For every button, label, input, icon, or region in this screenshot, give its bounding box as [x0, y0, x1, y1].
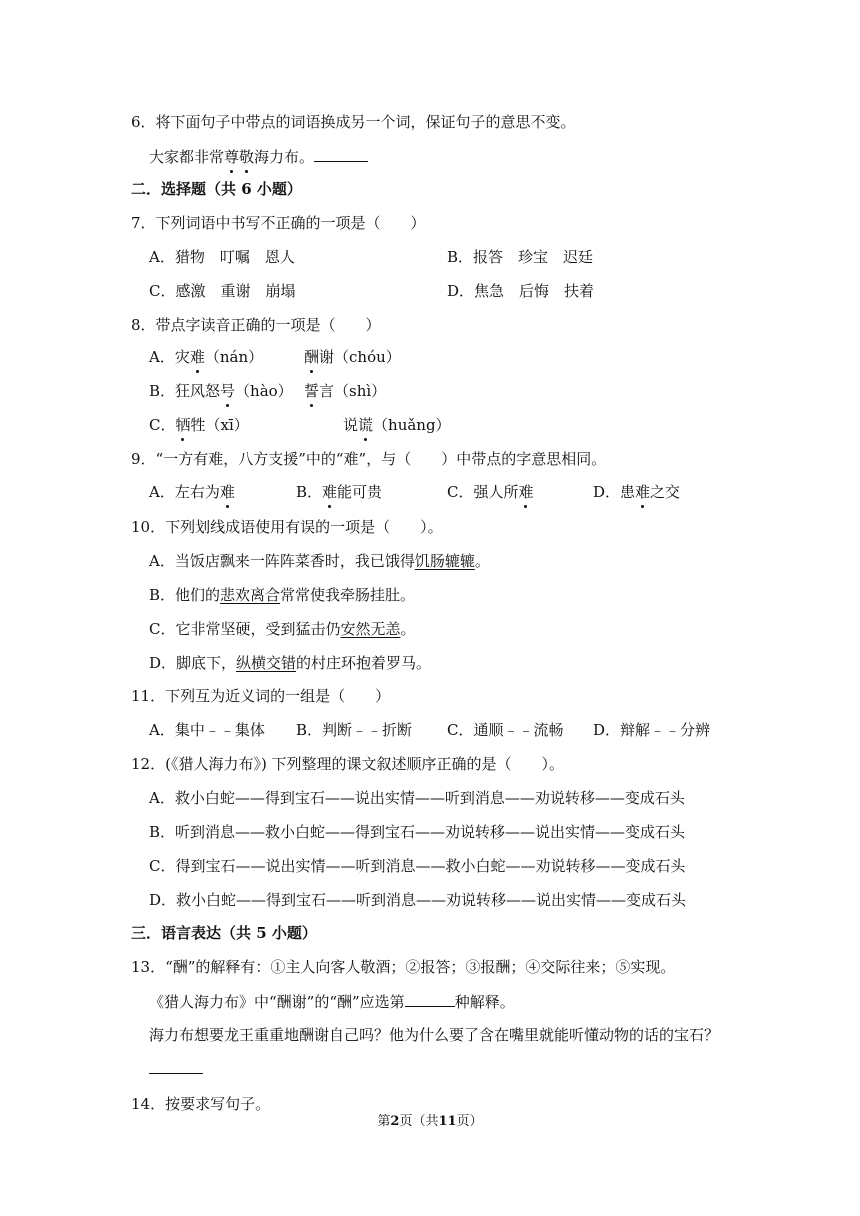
q11-option-d: D．辩解﹣﹣分辨	[593, 721, 711, 739]
q8-c1-dot-char: 牺	[175, 416, 191, 434]
q10-b-underlined-idiom: 悲欢离合	[220, 586, 281, 604]
q10-b-post: 常常使我牵肠挂肚。	[280, 586, 416, 604]
page-number: 2	[390, 1114, 400, 1129]
q10-option-b	[149, 584, 415, 606]
page-total: 11	[438, 1114, 457, 1129]
q8-option-c2	[343, 414, 451, 436]
q13-line2-pre: 《猎人海力布》中“酬谢”的“酬”应选第	[149, 993, 405, 1011]
q8-a1-post: （nán）	[204, 348, 264, 366]
section-2-heading: 二．选择题（共 6 小题）	[131, 180, 302, 198]
footer-post: 页）	[456, 1114, 483, 1129]
q7-option-d: D．焦急 后悔 扶着	[447, 282, 595, 300]
q8-stem: 8．带点字读音正确的一项是（ ）	[131, 316, 381, 334]
q12-option-c: C．得到宝石——说出实情——听到消息——救小白蛇——劝说转移——变成石头	[149, 857, 686, 875]
q8-option-b2	[304, 380, 386, 402]
q6-stem: 6．将下面句子中带点的词语换成另一个词，保证句子的意思不变。	[131, 113, 576, 131]
footer-mid: 页（共	[399, 1114, 439, 1129]
q8-option-c1	[149, 414, 249, 436]
q9-stem: 9．“一方有难，八方支援”中的“难”，与（ ）中带点的字意思相同。	[131, 450, 607, 468]
q11-option-b: B．判断﹣﹣折断	[296, 721, 413, 739]
q10-a-underlined-idiom: 饥肠辘辘	[414, 552, 475, 570]
q13-line-3: 海力布想要龙王重重地酬谢自己吗？他为什么要了含在嘴里就能听懂动物的话的宝石？	[149, 1026, 720, 1044]
q8-a2-dot-char: 酬	[304, 348, 320, 366]
q13-answer-blank-1[interactable]	[405, 990, 455, 1007]
q7-option-c: C．感激 重谢 崩塌	[149, 282, 296, 300]
q11-stem: 11．下列互为近义词的一组是（ ）	[131, 687, 391, 705]
q7-stem: 7．下列词语中书写不正确的一项是（ ）	[131, 214, 426, 232]
q10-b-pre: B．他们的	[149, 586, 221, 604]
q9-d-post: 之交	[650, 483, 681, 501]
q6-dot-char-1: 尊	[224, 148, 240, 166]
q10-stem: 10．下列划线成语使用有误的一项是（ ）。	[131, 518, 443, 536]
q8-b1-post: （hào）	[235, 382, 293, 400]
q9-option-a	[149, 481, 235, 503]
q10-d-underlined-idiom: 纵横交错	[236, 654, 297, 672]
q10-c-post: 。	[400, 620, 416, 638]
q10-c-underlined-idiom: 安然无恙	[340, 620, 401, 638]
q9-d-pre: D．患	[593, 483, 636, 501]
q8-c2-post: （huǎng）	[373, 416, 451, 434]
q10-option-a	[149, 550, 490, 572]
q11-option-a: A．集中﹣﹣集体	[149, 721, 265, 739]
q7-option-b: B．报答 珍宝 迟廷	[447, 248, 594, 266]
q10-a-pre: A．当饭店飘来一阵阵菜香时，我已饿得	[149, 552, 415, 570]
q14-stem: 14．按要求写句子。	[131, 1095, 271, 1113]
q8-a1-pre: A．灾	[149, 348, 190, 366]
q7-option-a: A．猎物 叮嘱 恩人	[149, 248, 295, 266]
q8-option-a1	[149, 346, 263, 368]
q9-option-b	[296, 481, 382, 503]
q9-c-pre: C．强人所	[447, 483, 519, 501]
q13-answer-blank-2[interactable]	[149, 1057, 203, 1074]
q13-line2-post: 种解释。	[454, 993, 515, 1011]
q8-option-a2	[304, 346, 401, 368]
q10-a-post: 。	[474, 552, 490, 570]
q12-option-d: D．救小白蛇——得到宝石——听到消息——劝说转移——说出实情——变成石头	[149, 891, 687, 909]
q9-option-c	[447, 481, 534, 503]
q13-stem: 13．“酬”的解释有：①主人向客人敬酒；②报答；③报酬；④交际往来；⑤实现。	[131, 958, 676, 976]
q8-c1-pre: C．	[149, 416, 176, 434]
q6-sentence-b: 海力布。	[254, 148, 315, 166]
q8-b2-dot-char: 誓	[304, 382, 320, 400]
q10-d-pre: D．脚底下，	[149, 654, 237, 672]
q10-c-pre: C．它非常坚硬，受到猛击仍	[149, 620, 341, 638]
q8-a2-post: 谢（chóu）	[319, 348, 401, 366]
q8-c2-pre: 说	[343, 416, 359, 434]
q8-a1-dot-char: 难	[189, 348, 205, 366]
q9-b-pre: B．	[296, 483, 323, 501]
q6-sentence	[149, 145, 368, 168]
q9-d-dot-char: 难	[635, 483, 651, 501]
q6-sentence-a: 大家都非常	[149, 148, 225, 166]
q8-b1-dot-char: 号	[220, 382, 236, 400]
q9-a-pre: A．左右为	[149, 483, 220, 501]
q8-c1-post: 牲（xī）	[190, 416, 249, 434]
q9-b-dot-char: 难	[322, 483, 338, 501]
q11-option-c: C．通顺﹣﹣流畅	[447, 721, 564, 739]
q12-option-a: A．救小白蛇——得到宝石——说出实情——听到消息——劝说转移——变成石头	[149, 789, 685, 807]
q8-b1-pre: B．狂风怒	[149, 382, 221, 400]
q13-line-2	[149, 990, 515, 1013]
q9-c-dot-char: 难	[518, 483, 534, 501]
section-3-heading: 三．语言表达（共 5 小题）	[131, 924, 317, 942]
q12-option-b: B．听到消息——救小白蛇——得到宝石——劝说转移——说出实情——变成石头	[149, 823, 686, 841]
q13-answer-line	[149, 1057, 203, 1080]
q10-d-post: 的村庄环抱着罗马。	[296, 654, 432, 672]
q6-dot-char-2: 敬	[239, 148, 255, 166]
q10-option-d	[149, 652, 431, 674]
q10-option-c	[149, 618, 416, 640]
q9-option-d	[593, 481, 680, 503]
page-footer	[0, 1110, 860, 1129]
q6-answer-blank[interactable]	[314, 145, 368, 162]
footer-pre: 第	[377, 1114, 391, 1129]
q9-b-post: 能可贵	[337, 483, 383, 501]
q8-option-b1	[149, 380, 293, 402]
q8-b2-post: 言（shì）	[319, 382, 387, 400]
q12-stem: 12．(《猎人海力布》) 下列整理的课文叙述顺序正确的是（ ）。	[131, 755, 565, 773]
q9-a-dot-char: 难	[219, 483, 235, 501]
q8-c2-dot-char: 谎	[358, 416, 374, 434]
